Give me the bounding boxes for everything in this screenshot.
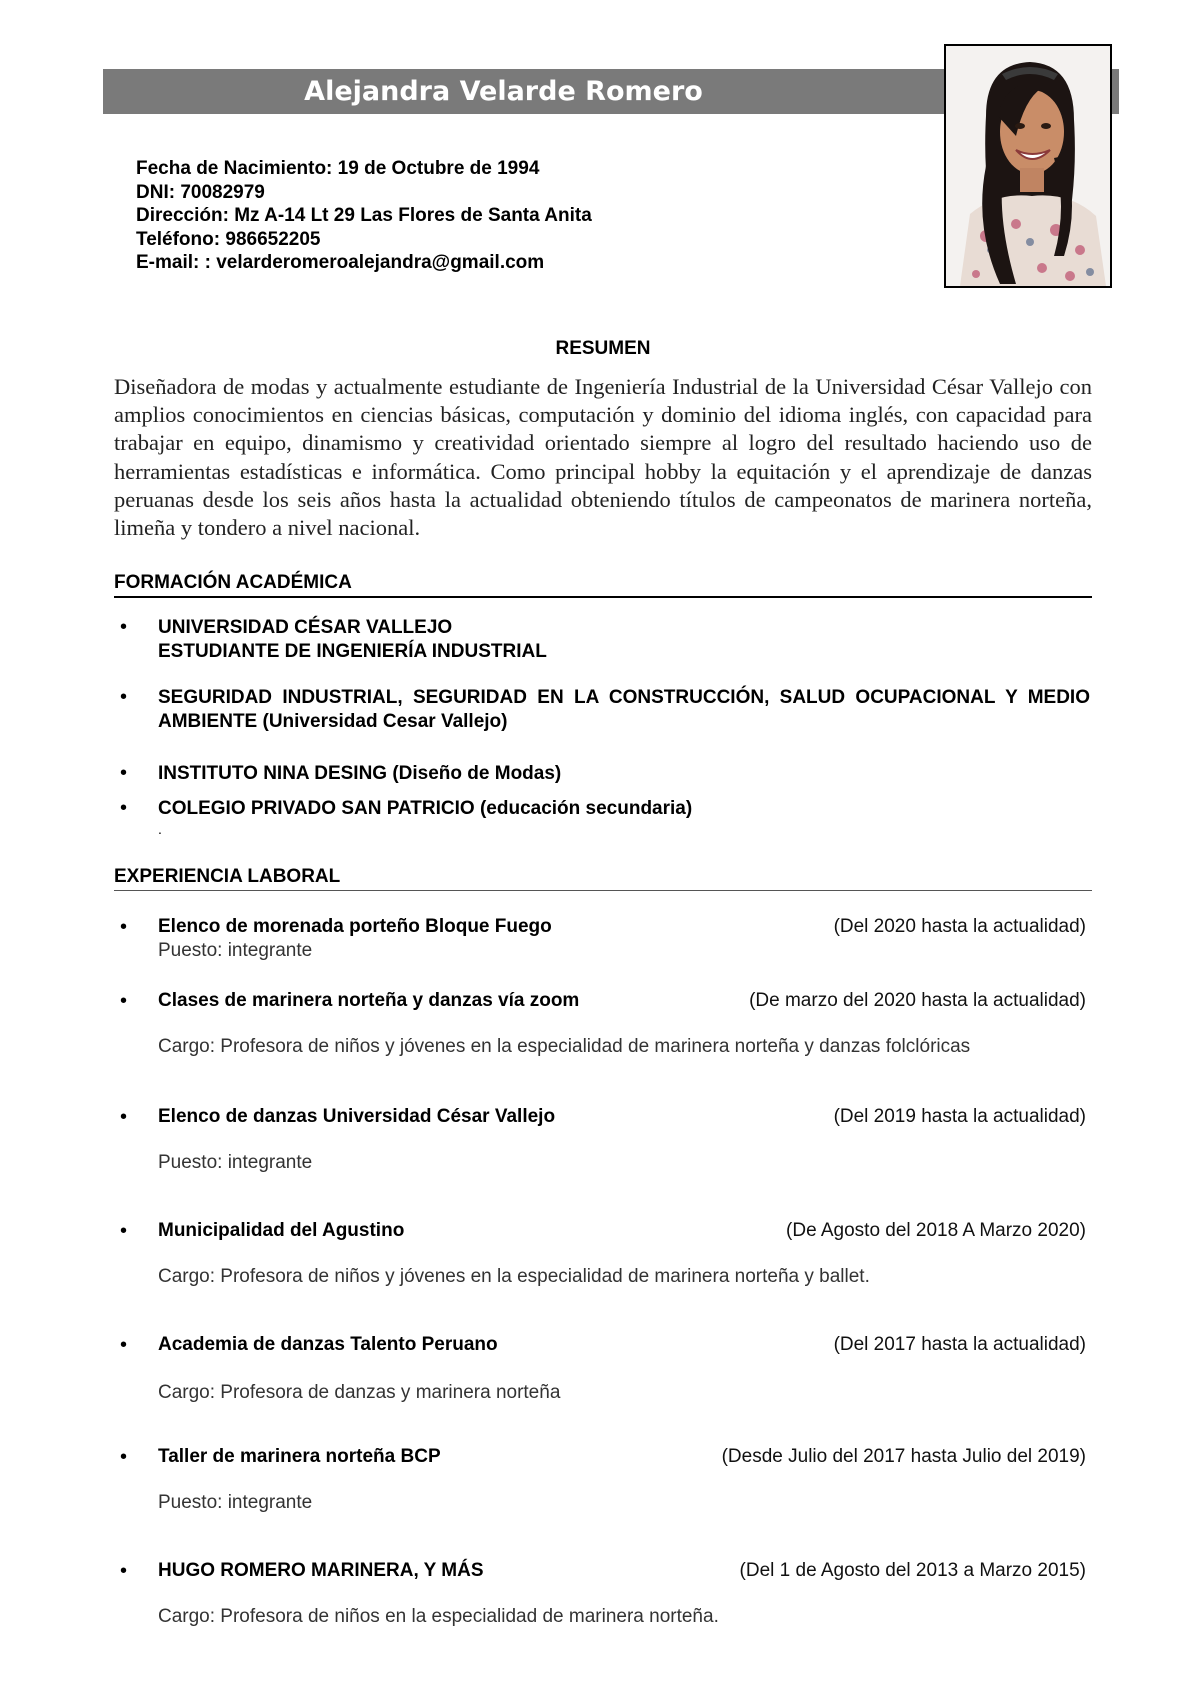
experience-detail: Cargo: Profesora de danzas y marinera norteña [158,1382,561,1403]
summary-heading: RESUMEN [555,338,651,359]
experience-title: Municipalidad del Agustino [158,1220,405,1241]
address-label: Dirección: [136,205,229,226]
trailing-dot: . [158,820,162,837]
experience-row [158,916,1086,940]
phone-label: Teléfono: [136,228,221,250]
bullet-icon: • [120,797,128,819]
education-item-body [158,686,1090,733]
bullet-icon: • [120,1446,128,1468]
experience-date: (Del 1 de Agosto del 2013 a Marzo 2015) [739,1560,1086,1581]
email-value: velarderomeroalejandra@gmail.com [216,252,545,273]
summary-paragraph: Diseñadora de modas y actualmente estudiante de Ingeniería Industrial de la Universidad César Vallejo con amplios conocimientos en ciencias básicas, computación y dominio del idioma inglés, con capacidad para trabajar en equipo, dinamismo y creatividad orientado siempre al logro del resultado haciendo uso de herramientas estadísticas e informática. Como principal hobby la equitación y el aprendizaje de danzas peruanas desde los seis años hasta la actualidad obteniendo títulos de campeonatos de marinera norteña, limeña y tondero a nivel nacional. [114,374,1092,541]
education-heading: FORMACIÓN ACADÉMICA [114,572,1092,598]
education-item-body [158,762,1090,786]
bullet-icon: • [120,1334,128,1356]
education-program: ESTUDIANTE DE INGENIERÍA INDUSTRIAL [158,640,547,662]
experience-row [158,1446,1086,1470]
experience-date: (Del 2017 hasta la actualidad) [833,1334,1086,1355]
portrait-image [946,46,1110,286]
education-item-body [158,797,1090,837]
phone-row [136,228,592,252]
dni-label: DNI: [136,181,176,203]
experience-row [158,990,1086,1014]
address-value: Mz A-14 Lt 29 Las Flores de Santa Anita [234,205,592,226]
experience-detail: Cargo: Profesora de niños en la especialidad de marinera norteña. [158,1606,719,1627]
bullet-icon: • [120,686,128,708]
education-course: SEGURIDAD INDUSTRIAL, SEGURIDAD EN LA CONSTRUCCIÓN, SALUD OCUPACIONAL Y MEDIO AMBIENTE (Universidad Cesar Vallejo) [158,687,1090,732]
birth-date-label: Fecha de Nacimiento: [136,158,333,179]
experience-detail: Puesto: integrante [158,1152,313,1173]
experience-detail: Cargo: Profesora de niños y jóvenes en la especialidad de marinera norteña y ballet. [158,1266,870,1287]
experience-row [158,1220,1086,1244]
experience-title: Clases de marinera norteña y danzas vía zoom [158,990,580,1011]
bullet-icon: • [120,1106,128,1128]
experience-title: Academia de danzas Talento Peruano [158,1334,498,1355]
experience-date: (De Agosto del 2018 A Marzo 2020) [786,1220,1086,1241]
phone-value: 986652205 [225,228,321,250]
dni-row [136,181,592,205]
personal-info [136,157,592,275]
email-label: E-mail: : [136,252,211,273]
experience-title: Elenco de morenada porteño Bloque Fuego [158,916,552,937]
bullet-icon: • [120,1560,128,1582]
bullet-icon: • [120,1220,128,1242]
experience-detail: Puesto: integrante [158,940,313,961]
birth-date-value: 19 de Octubre de 1994 [337,158,540,179]
birth-date-row [136,157,592,181]
experience-detail: Puesto: integrante [158,1492,313,1513]
education-institution: UNIVERSIDAD CÉSAR VALLEJO [158,617,453,638]
dni-value: 70082979 [180,181,265,203]
bullet-icon: • [120,990,128,1012]
profile-photo [944,44,1112,288]
experience-title: Elenco de danzas Universidad César Vallejo [158,1106,556,1127]
bullet-icon: • [120,762,128,784]
address-row [136,204,592,228]
experience-heading: EXPERIENCIA LABORAL [114,866,1092,891]
education-item-body [158,616,1090,663]
experience-detail: Cargo: Profesora de niños y jóvenes en la especialidad de marinera norteña y danzas folclóricas [158,1036,971,1057]
bullet-icon: • [120,616,128,638]
experience-row [158,1106,1086,1130]
experience-date: (Desde Julio del 2017 hasta Julio del 2019) [721,1446,1086,1467]
experience-title: HUGO ROMERO MARINERA, Y MÁS [158,1560,484,1581]
experience-date: (De marzo del 2020 hasta la actualidad) [749,990,1086,1011]
education-institute: INSTITUTO NINA DESING (Diseño de Modas) [158,763,562,784]
experience-date: (Del 2019 hasta la actualidad) [833,1106,1086,1127]
experience-title: Taller de marinera norteña BCP [158,1446,441,1467]
bullet-icon: • [120,916,128,938]
education-school: COLEGIO PRIVADO SAN PATRICIO (educación secundaria) [158,798,693,819]
experience-row [158,1560,1086,1584]
experience-date: (Del 2020 hasta la actualidad) [833,916,1086,937]
email-row [136,251,592,275]
experience-row [158,1334,1086,1358]
candidate-name: Alejandra Velarde Romero [304,76,703,107]
